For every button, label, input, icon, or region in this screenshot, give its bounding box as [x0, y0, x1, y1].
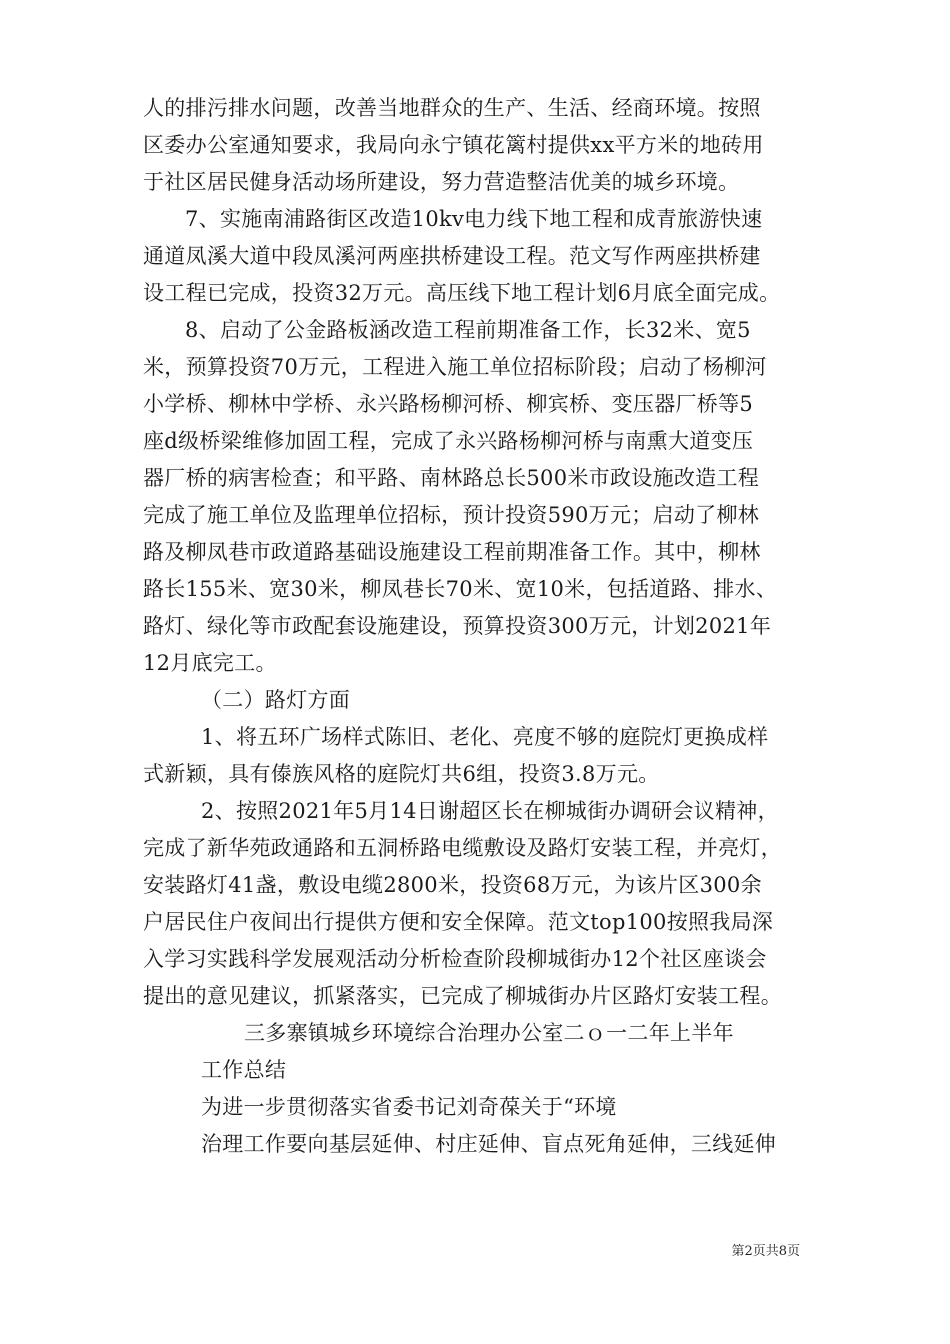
body-line-13: 路及柳凤巷市政道路基础设施建设工程前期准备工作。其中，柳林: [143, 540, 761, 564]
body-line-25: 提出的意见建议，抓紧落实，已完成了柳城街办片区路灯安装工程。: [143, 984, 782, 1008]
body-line-6: 设工程已完成，投资32万元。高压线下地工程计划6月底全面完成。: [143, 281, 781, 305]
body-line-1: 人的排污排水问题，改善当地群众的生产、生活、经商环境。按照: [143, 96, 761, 120]
body-line-15: 路灯、绿化等市政配套设施建设，预算投资300万元，计划2021年: [143, 614, 772, 638]
body-line-9: 小学桥、柳林中学桥、永兴路杨柳河桥、柳宾桥、变压器厂桥等5: [143, 392, 754, 416]
body-line-10: 座d级桥梁维修加固工程，完成了永兴路杨柳河桥与南熏大道变压: [143, 429, 754, 453]
body-line-7: 8、启动了公金路板涵改造工程前期准备工作，长32米、宽5: [185, 318, 751, 342]
body-line-4: 7、实施南浦路街区改造10kv电力线下地工程和成青旅游快速: [185, 207, 763, 231]
body-line-2: 区委办公室通知要求，我局向永宁镇花篱村提供xx平方米的地砖用: [143, 133, 764, 157]
body-line-23: 户居民住户夜间出行提供方便和安全保障。范文top100按照我局深: [143, 910, 774, 934]
body-line-18: 1、将五环广场样式陈旧、老化、亮度不够的庭院灯更换成样: [201, 725, 769, 749]
body-line-5: 通道凤溪大道中段凤溪河两座拱桥建设工程。范文写作两座拱桥建: [143, 244, 761, 268]
body-line-11: 器厂桥的病害检查；和平路、南林路总长500米市政设施改造工程: [143, 466, 760, 490]
body-line-8: 米，预算投资70万元，工程进入施工单位招标阶段；启动了杨柳河: [143, 355, 767, 379]
body-line-14: 路长155米、宽30米，柳凤巷长70米、宽10米，包括道路、排水、: [143, 577, 778, 601]
report-title: 三多寨镇城乡环境综合治理办公室二ｏ一二年上半年: [244, 1021, 734, 1045]
section-heading: （二）路灯方面: [201, 688, 351, 712]
body-line-19: 式新颖，具有傣族风格的庭院灯共6组，投资3.8万元。: [143, 762, 660, 786]
report-title-cont: 工作总结: [201, 1058, 287, 1082]
body-line-24: 入学习实践科学发展观活动分析检查阶段柳城街办12个社区座谈会: [143, 947, 767, 971]
body-line-28: 为进一步贯彻落实省委书记刘奇葆关于“环境: [201, 1095, 617, 1119]
body-line-20: 2、按照2021年5月14日谢超区长在柳城街办调研会议精神，: [201, 799, 779, 823]
body-line-29: 治理工作要向基层延伸、村庄延伸、盲点死角延伸，三线延伸: [201, 1132, 777, 1156]
page-number: 第2页共8页: [731, 1244, 800, 1259]
body-line-12: 完成了施工单位及监理单位招标，预计投资590万元；启动了柳林: [143, 503, 760, 527]
body-line-22: 安装路灯41盏，敷设电缆2800米，投资68万元，为该片区300余: [143, 873, 762, 897]
body-line-21: 完成了新华苑政通路和五洞桥路电缆敷设及路灯安装工程，并亮灯，: [143, 836, 782, 860]
body-line-3: 于社区居民健身活动场所建设，努力营造整洁优美的城乡环境。: [143, 170, 740, 194]
body-line-16: 12月底完工。: [143, 651, 277, 675]
